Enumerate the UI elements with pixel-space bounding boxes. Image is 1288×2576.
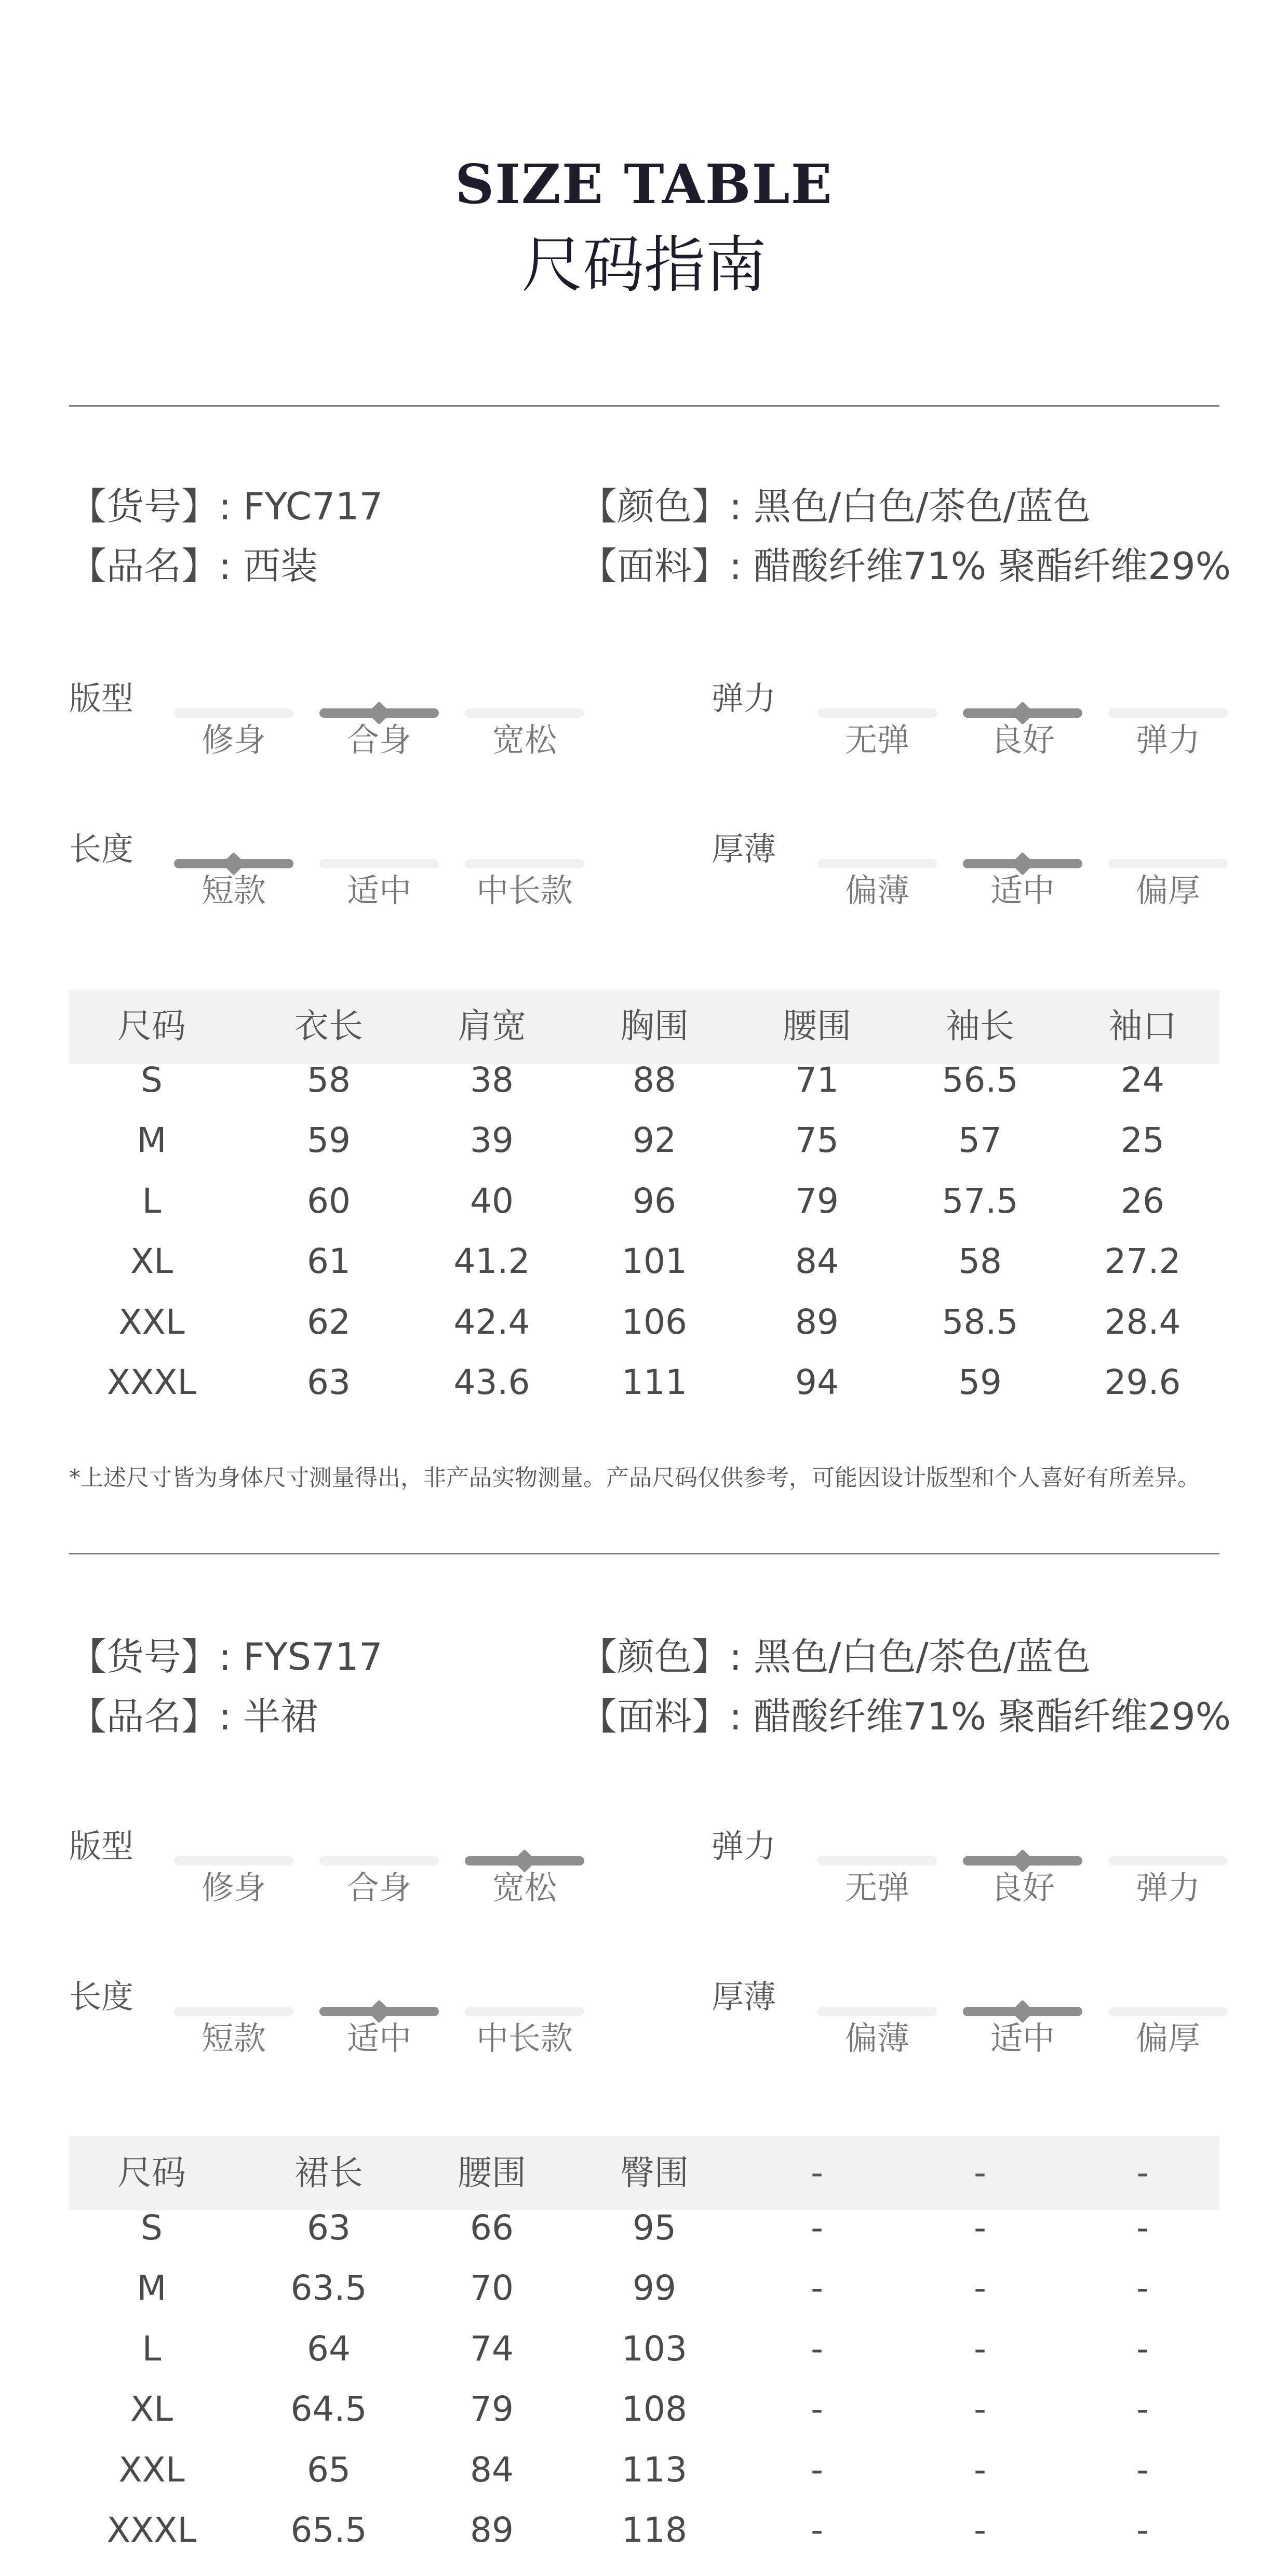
fit-scale-segment [1108,859,1228,868]
fit-option: 适中 [346,871,411,909]
fit-scale-segment [174,2007,293,2016]
fit-label: 厚薄 [712,1978,776,2016]
table-cell: 74 [470,2329,514,2369]
table-cell: - [1136,2329,1149,2369]
table-cell: 63.5 [290,2268,367,2308]
table-cell: 118 [622,2510,687,2550]
section-divider [69,1553,1219,1554]
fit-option: 偏薄 [844,871,909,909]
fit-option: 偏薄 [844,2019,909,2057]
fit-label: 弹力 [712,679,776,717]
table-cell: - [974,2450,986,2490]
table-header-cell: - [811,2153,823,2193]
table-cell: - [811,2450,823,2490]
table-cell: 99 [633,2268,676,2308]
table-cell: - [974,2268,986,2308]
table-cell: 66 [470,2208,514,2248]
fit-scale-segment [174,1856,293,1866]
fit-scale-segment [963,1856,1082,1866]
table-cell: L [142,2329,162,2369]
fit-scale-segment [465,859,584,868]
fit-option: 适中 [346,2019,411,2057]
table-cell: 111 [622,1362,687,1402]
table-cell: 108 [622,2389,687,2429]
measurement-note: *上述尺寸皆为身体尺寸测量得出，非产品实物测量。产品尺码仅供参考，可能因设计版型和个人喜好有所差异。 [69,1465,1200,1491]
table-cell: 89 [470,2510,514,2550]
item-number: 【货号】: FYC717 [69,485,383,528]
table-cell: 57.5 [942,1181,1018,1221]
table-cell: - [811,2510,823,2550]
table-header-cell: 尺码 [117,2153,186,2193]
fit-scale-segment [465,1856,584,1866]
table-cell: 64 [307,2329,351,2369]
fit-scale-segment [1108,2007,1228,2016]
fit-scale-segment [1108,1856,1228,1866]
fit-scale-segment [174,859,293,868]
fit-scale-segment [174,708,293,718]
table-header-cell: 袖口 [1108,1006,1177,1046]
fit-option: 无弹 [844,1869,909,1907]
fit-label: 版型 [69,1827,134,1865]
fit-scale-segment [963,2007,1082,2016]
fit-scale-segment [319,1856,439,1866]
table-cell: 27.2 [1104,1241,1181,1281]
table-cell: 40 [470,1181,514,1221]
fit-scale-segment [1108,708,1228,718]
fit-option: 良好 [990,1869,1055,1907]
fit-option: 宽松 [492,721,557,759]
table-cell: - [811,2329,823,2369]
fit-option: 偏厚 [1135,2019,1200,2057]
fit-option: 中长款 [476,871,573,909]
table-cell: 38 [470,1060,514,1100]
fit-scale-segment [319,859,439,868]
fit-scale-segment [963,708,1082,718]
product-name: 【品名】: 半裙 [69,1695,318,1738]
table-cell: S [141,1060,163,1100]
table-cell: - [1136,2510,1149,2550]
table-cell: - [1136,2450,1149,2490]
fabric-info: 【面料】: 醋酸纤维71% 聚酯纤维29% [580,1695,1231,1738]
color-info: 【颜色】: 黑色/白色/茶色/蓝色 [580,485,1091,528]
table-header-cell: 腰围 [458,2153,526,2193]
table-cell: 62 [307,1302,351,1342]
table-cell: 58.5 [942,1302,1018,1342]
fabric-info: 【面料】: 醋酸纤维71% 聚酯纤维29% [580,544,1231,588]
table-cell: XXXL [106,1362,197,1402]
table-cell: XXL [118,1302,185,1342]
table-header-cell: 裙长 [294,2153,363,2193]
table-cell: 70 [470,2268,514,2308]
fit-scale-segment [963,859,1082,868]
fit-option: 修身 [201,1869,266,1907]
table-cell: 42.4 [453,1302,530,1342]
color-info: 【颜色】: 黑色/白色/茶色/蓝色 [580,1635,1091,1679]
fit-option: 良好 [990,721,1055,759]
title-cn: 尺码指南 [521,229,767,301]
fit-option: 宽松 [492,1869,557,1907]
fit-scale-segment [319,708,439,718]
table-cell: 25 [1121,1120,1164,1160]
table-cell: 43.6 [453,1362,530,1402]
table-cell: 65.5 [290,2510,367,2550]
fit-scale-segment [817,2007,937,2016]
fit-option: 中长款 [476,2019,573,2057]
table-cell: 65 [307,2450,351,2490]
table-cell: 58 [958,1241,1002,1281]
table-cell: 58 [307,1060,351,1100]
table-header-cell: 衣长 [294,1006,363,1046]
table-cell: - [1136,2389,1149,2429]
fit-label: 长度 [69,830,134,868]
table-cell: - [974,2208,986,2248]
table-header-cell: 臀围 [620,2153,689,2193]
table-header-cell: 胸围 [620,1006,689,1046]
fit-option: 无弹 [844,721,909,759]
fit-option: 短款 [201,2019,266,2057]
table-cell: 75 [795,1120,839,1160]
fit-label: 弹力 [712,1827,776,1865]
table-cell: L [142,1181,162,1221]
table-cell: 101 [622,1241,687,1281]
table-header-cell: 腰围 [783,1006,851,1046]
fit-scale-segment [465,708,584,718]
table-cell: 113 [622,2450,687,2490]
fit-scale-segment [319,2007,439,2016]
table-cell: 29.6 [1104,1362,1181,1402]
table-cell: 56.5 [942,1060,1018,1100]
table-cell: - [974,2510,986,2550]
table-cell: 95 [633,2208,676,2248]
table-cell: 79 [795,1181,839,1221]
product-name: 【品名】: 西装 [69,544,318,588]
table-cell: - [811,2389,823,2429]
fit-label: 版型 [69,679,134,717]
fit-option: 适中 [990,2019,1055,2057]
table-cell: - [1136,2208,1149,2248]
table-cell: 96 [633,1181,676,1221]
fit-option: 弹力 [1135,721,1200,759]
table-cell: - [811,2268,823,2308]
table-cell: 57 [958,1120,1002,1160]
fit-option: 合身 [346,721,411,759]
table-cell: 84 [470,2450,514,2490]
table-cell: 59 [307,1120,351,1160]
table-cell: 63 [307,2208,351,2248]
table-cell: 84 [795,1241,839,1281]
table-cell: 41.2 [453,1241,530,1281]
table-header-cell: 肩宽 [458,1006,526,1046]
table-cell: - [811,2208,823,2248]
table-cell: XL [130,1241,173,1281]
table-cell: 79 [470,2389,514,2429]
fit-label: 厚薄 [712,830,776,868]
table-cell: 92 [633,1120,676,1160]
table-cell: XL [130,2389,173,2429]
table-cell: - [1136,2268,1149,2308]
table-cell: 26 [1121,1181,1164,1221]
table-cell: 59 [958,1362,1002,1402]
table-cell: 88 [633,1060,676,1100]
table-cell: M [137,1120,167,1160]
table-cell: 60 [307,1181,351,1221]
table-cell: 103 [622,2329,687,2369]
table-header-cell: - [974,2153,986,2193]
table-header-cell: 袖长 [946,1006,1014,1046]
section-divider [69,405,1219,407]
table-cell: M [137,2268,167,2308]
fit-option: 弹力 [1135,1869,1200,1907]
fit-label: 长度 [69,1978,134,2016]
fit-option: 合身 [346,1869,411,1907]
fit-scale-segment [817,708,937,718]
table-cell: XXL [118,2450,185,2490]
fit-scale-segment [817,1856,937,1866]
table-cell: 89 [795,1302,839,1342]
table-cell: 64.5 [290,2389,367,2429]
table-cell: XXXL [106,2510,197,2550]
table-cell: S [141,2208,163,2248]
item-number: 【货号】: FYS717 [69,1635,383,1679]
table-header-cell: 尺码 [117,1006,186,1046]
table-header-cell: - [1136,2153,1149,2193]
table-cell: 63 [307,1362,351,1402]
table-cell: 39 [470,1120,514,1160]
table-cell: - [974,2329,986,2369]
fit-option: 适中 [990,871,1055,909]
table-cell: 106 [622,1302,687,1342]
table-cell: 61 [307,1241,351,1281]
fit-scale-segment [817,859,937,868]
fit-option: 修身 [201,721,266,759]
table-cell: 28.4 [1104,1302,1181,1342]
fit-scale-segment [465,2007,584,2016]
table-cell: 94 [795,1362,839,1402]
fit-option: 偏厚 [1135,871,1200,909]
table-cell: 71 [795,1060,839,1100]
title-en: SIZE TABLE [455,152,833,216]
table-cell: 24 [1121,1060,1164,1100]
fit-option: 短款 [201,871,266,909]
table-cell: - [974,2389,986,2429]
